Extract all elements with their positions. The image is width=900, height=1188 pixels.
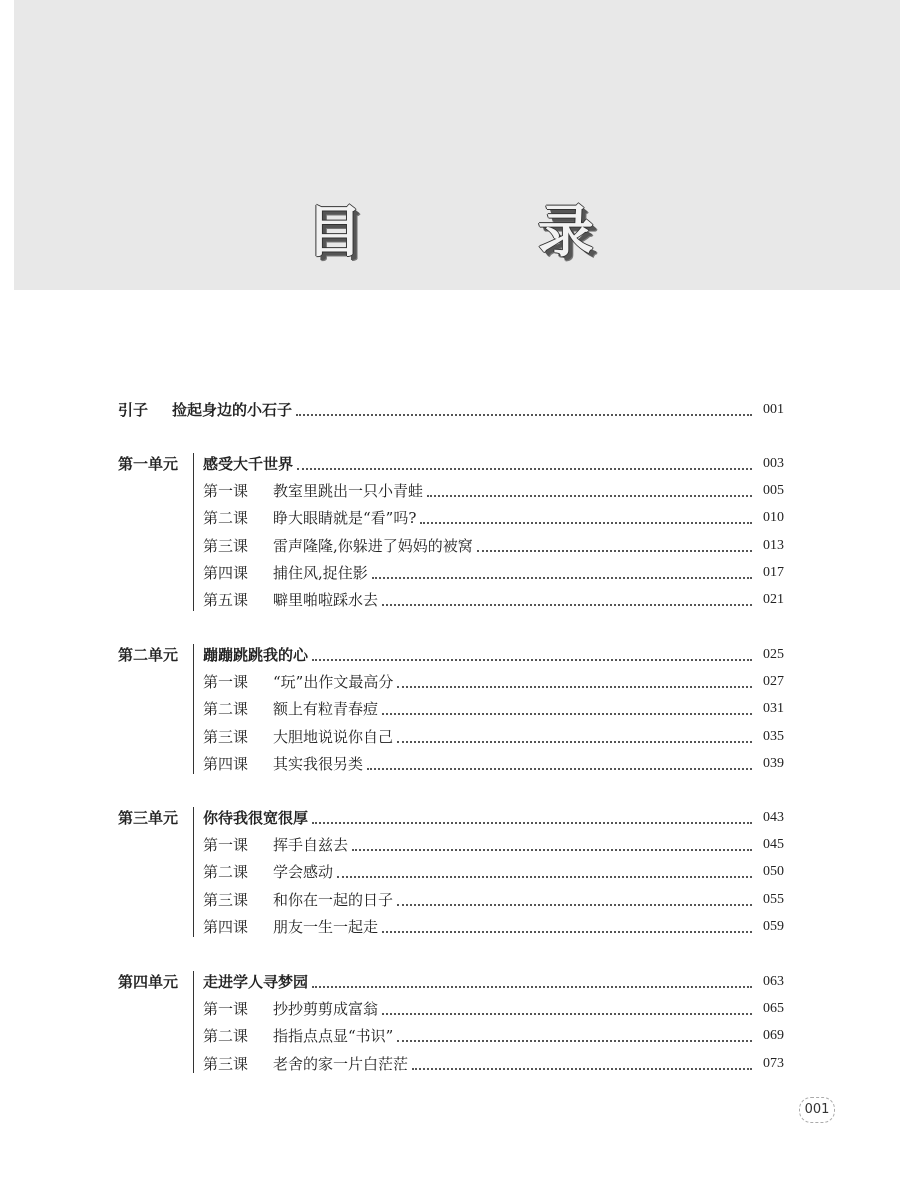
lesson-title: 雷声隆隆,你躲进了妈妈的被窝 [273,537,473,555]
lesson-number: 第四课 [203,918,249,936]
lesson-number: 第四课 [203,564,249,582]
lesson-number: 第二课 [203,1027,249,1045]
leader-dots [382,1013,752,1015]
toc-lesson-entry[interactable] [203,672,784,692]
toc-intro-entry[interactable] [118,400,784,420]
toc-lesson-entry[interactable] [203,590,784,610]
lesson-title: 大胆地说说你自己 [273,728,394,746]
toc-lesson-entry[interactable] [203,727,784,747]
leader-dots [397,1040,752,1042]
page-ref: 063 [763,974,784,989]
leader-dots [337,876,752,878]
page-ref: 065 [763,1001,784,1016]
toc-unit-entry[interactable] [203,808,784,828]
leader-dots [312,986,752,988]
toc-lesson-entry[interactable] [203,1026,784,1046]
toc-unit-entry[interactable] [203,645,784,665]
lesson-title: 噼里啪啦踩水去 [273,591,379,609]
unit-name: 第四单元 [118,973,179,991]
leader-dots [412,1068,752,1070]
page-ref: 055 [763,892,784,907]
leader-dots [397,904,752,906]
lesson-title: 教室里跳出一只小青蛙 [273,482,424,500]
lesson-number: 第二课 [203,863,249,881]
lesson-title: 老舍的家一片白茫茫 [273,1055,409,1073]
lesson-number: 第三课 [203,728,249,746]
page-number: 001 [799,1097,835,1123]
page-ref: 013 [763,538,784,553]
lesson-number: 第一课 [203,836,249,854]
toc-lesson-entry[interactable] [203,508,784,528]
lesson-number: 第三课 [203,891,249,909]
leader-dots [427,495,752,497]
leader-dots [296,414,752,416]
page-ref: 050 [763,864,784,879]
toc-unit-entry[interactable] [203,454,784,474]
toc-lesson-entry[interactable] [203,835,784,855]
unit-divider [193,807,194,937]
toc-lesson-entry[interactable] [203,699,784,719]
lesson-title: 挥手自兹去 [273,836,349,854]
lesson-number: 第二课 [203,700,249,718]
leader-dots [382,713,752,715]
page-ref: 010 [763,510,784,525]
page-ref: 069 [763,1028,784,1043]
toc-lesson-entry[interactable] [203,1054,784,1074]
unit-name: 第二单元 [118,646,179,664]
page-ref: 039 [763,756,784,771]
lesson-number: 第一课 [203,1000,249,1018]
toc-unit-entry[interactable] [203,972,784,992]
lesson-title: 睁大眼睛就是“看”吗? [273,509,417,527]
lesson-title: 抄抄剪剪成富翁 [273,1000,379,1018]
lesson-title: 和你在一起的日子 [273,891,394,909]
leader-dots [312,659,752,661]
leader-dots [372,577,752,579]
page-ref: 035 [763,729,784,744]
leader-dots [397,686,752,688]
lesson-title: 指指点点显“书识” [273,1027,394,1045]
leader-dots [382,604,752,606]
page-ref: 027 [763,674,784,689]
page-ref: 017 [763,565,784,580]
page-ref: 059 [763,919,784,934]
unit-title: 你待我很宽很厚 [203,809,309,827]
unit-title: 感受大千世界 [203,455,294,473]
page-ref: 031 [763,701,784,716]
intro-title: 捡起身边的小石子 [172,401,293,419]
leader-dots [397,741,752,743]
unit-title: 走进学人寻梦园 [203,973,309,991]
page-ref: 003 [763,456,784,471]
unit-divider [193,971,194,1073]
leader-dots [420,522,752,524]
lesson-title: 捕住风,捉住影 [273,564,368,582]
leader-dots [352,849,752,851]
page-ref: 001 [763,402,784,417]
lesson-title: 学会感动 [273,863,334,881]
page-ref: 005 [763,483,784,498]
lesson-number: 第三课 [203,537,249,555]
lesson-number: 第一课 [203,482,249,500]
page-ref: 021 [763,592,784,607]
toc-lesson-entry[interactable] [203,862,784,882]
lesson-number: 第四课 [203,755,249,773]
toc-lesson-entry[interactable] [203,999,784,1019]
lesson-number: 第五课 [203,591,249,609]
unit-name: 第一单元 [118,455,179,473]
intro-label: 引子 [118,401,149,419]
leader-dots [297,468,752,470]
lesson-number: 第三课 [203,1055,249,1073]
page-ref: 045 [763,837,784,852]
page-title: 目 录 [306,200,672,265]
page-ref: 043 [763,810,784,825]
lesson-number: 第二课 [203,509,249,527]
unit-name: 第三单元 [118,809,179,827]
lesson-number: 第一课 [203,673,249,691]
toc-lesson-entry[interactable] [203,917,784,937]
page-ref: 073 [763,1056,784,1071]
leader-dots [367,768,752,770]
unit-divider [193,453,194,611]
lesson-title: 额上有粒青春痘 [273,700,379,718]
leader-dots [382,931,752,933]
leader-dots [312,822,752,824]
lesson-title: “玩”出作文最高分 [273,673,394,691]
lesson-title: 其实我很另类 [273,755,364,773]
toc-lesson-entry[interactable] [203,754,784,774]
page-ref: 025 [763,647,784,662]
toc-lesson-entry[interactable] [203,563,784,583]
toc-lesson-entry[interactable] [203,481,784,501]
toc-lesson-entry[interactable] [203,890,784,910]
toc-lesson-entry[interactable] [203,536,784,556]
unit-divider [193,644,194,774]
lesson-title: 朋友一生一起走 [273,918,379,936]
leader-dots [477,550,752,552]
unit-title: 蹦蹦跳跳我的心 [203,646,309,664]
